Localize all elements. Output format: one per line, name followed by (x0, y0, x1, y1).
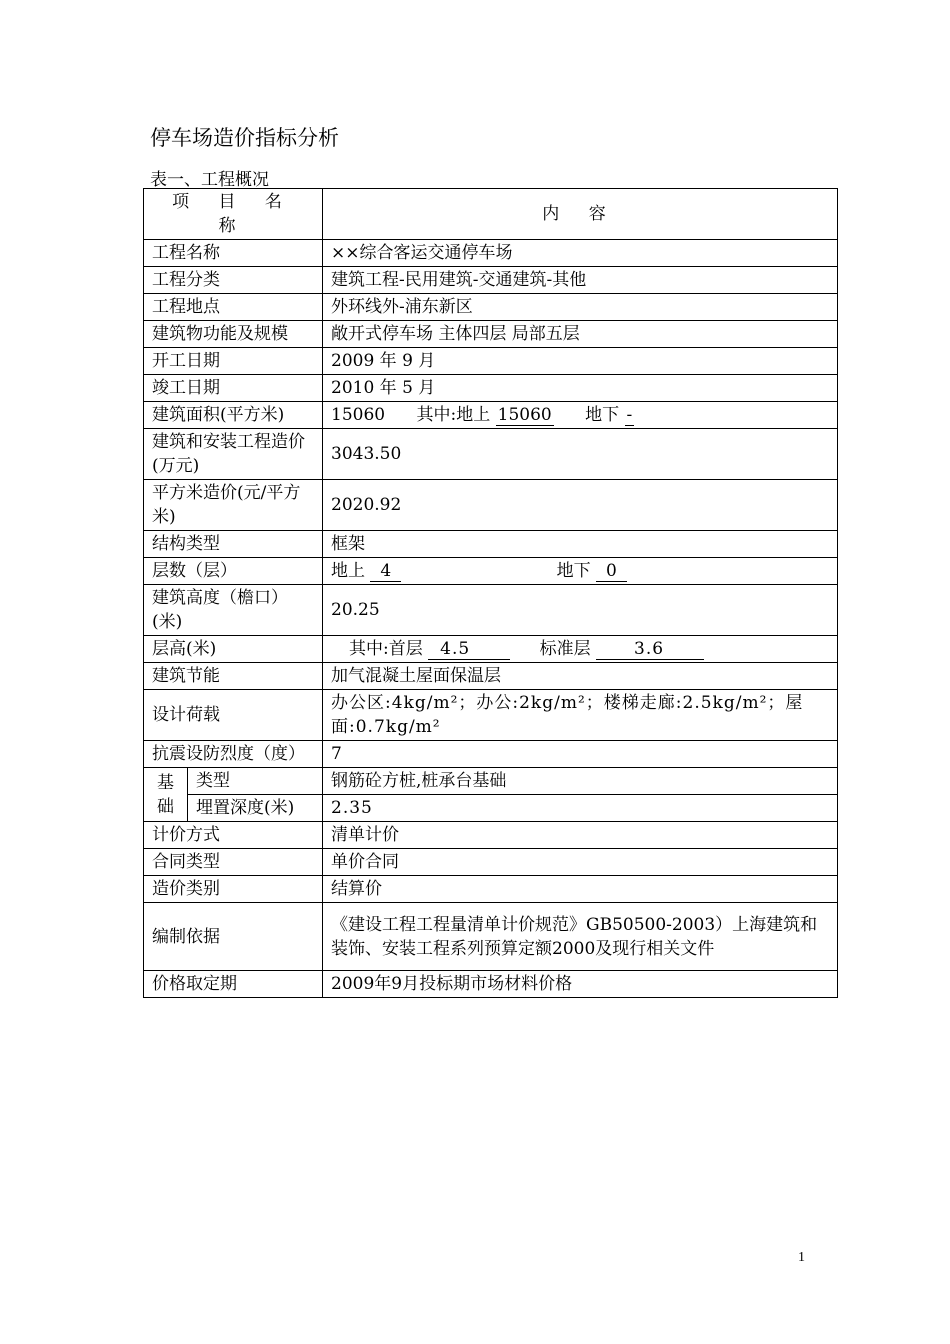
row-label: 建筑节能 (144, 663, 323, 690)
row-label: 抗震设防烈度（度） (144, 741, 323, 768)
row-value: 2009 年 9 月 (323, 348, 838, 375)
table-row (144, 429, 838, 480)
row-value (323, 402, 838, 429)
header-content: 内 容 (323, 189, 838, 240)
table-title: 表一、工程概况 (150, 170, 269, 190)
row-label: 合同类型 (144, 849, 323, 876)
row-label: 结构类型 (144, 531, 323, 558)
table-row (144, 294, 838, 321)
row-label: 开工日期 (144, 348, 323, 375)
table-row-foundation-type (144, 768, 838, 795)
table-row (144, 480, 838, 531)
row-value: 《建设工程工程量清单计价规范》GB50500-2003）上海建筑和装饰、安装工程系列预算定额2000及现行相关文件 (323, 903, 838, 971)
first-floor-prefix: 其中:首层 (349, 639, 423, 659)
std-floor-prefix: 标准层 (539, 639, 591, 659)
row-value: 结算价 (323, 876, 838, 903)
table-row (144, 849, 838, 876)
area-total: 15060 (331, 405, 386, 425)
row-label: 层高(米) (144, 636, 323, 663)
row-value (323, 636, 838, 663)
project-overview-table (143, 188, 838, 998)
page-number: 1 (798, 1250, 805, 1265)
table-row (144, 240, 838, 267)
header-item: 项 目 名 称 (144, 189, 323, 240)
table-row (144, 531, 838, 558)
table-row (144, 663, 838, 690)
table-row (144, 375, 838, 402)
table-row (144, 741, 838, 768)
table-row-area (144, 402, 838, 429)
row-label: 建筑面积(平方米) (144, 402, 323, 429)
row-value: 加气混凝土屋面保温层 (323, 663, 838, 690)
table-row (144, 971, 838, 998)
floors-below: 0 (596, 561, 627, 582)
table-header-row (144, 189, 838, 240)
foundation-label: 基础 (144, 768, 188, 822)
row-value: 建筑工程-民用建筑-交通建筑-其他 (323, 267, 838, 294)
row-label: 建筑和安装工程造价(万元) (144, 429, 323, 480)
floors-above-prefix: 地上 (331, 561, 365, 581)
row-label: 工程分类 (144, 267, 323, 294)
row-label: 计价方式 (144, 822, 323, 849)
table-row (144, 903, 838, 971)
table-row-floor-height (144, 636, 838, 663)
row-value: 2009年9月投标期市场材料价格 (323, 971, 838, 998)
row-value: 敞开式停车场 主体四层 局部五层 (323, 321, 838, 348)
table-row (144, 822, 838, 849)
table-row-foundation-depth (144, 795, 838, 822)
table-row-floors (144, 558, 838, 585)
table-row (144, 267, 838, 294)
row-label: 设计荷载 (144, 690, 323, 741)
row-value: 7 (323, 741, 838, 768)
row-label: 编制依据 (144, 903, 323, 971)
floors-above: 4 (370, 561, 401, 582)
table-row (144, 690, 838, 741)
row-label: 竣工日期 (144, 375, 323, 402)
foundation-depth-value: 2.35 (323, 795, 838, 822)
row-value: 2020.92 (323, 480, 838, 531)
row-value: 单价合同 (323, 849, 838, 876)
row-value (323, 558, 838, 585)
foundation-type-value: 钢筋砼方桩,桩承台基础 (323, 768, 838, 795)
row-value: 2010 年 5 月 (323, 375, 838, 402)
row-value: 办公区:4kg/m²；办公:2kg/m²；楼梯走廊:2.5kg/m²；屋面:0.7kg/m² (323, 690, 838, 741)
row-label: 平方米造价(元/平方米) (144, 480, 323, 531)
row-value: 清单计价 (323, 822, 838, 849)
foundation-depth-label: 埋置深度(米) (188, 795, 323, 822)
area-above: 15060 (497, 405, 552, 425)
row-value: 框架 (323, 531, 838, 558)
table-row (144, 321, 838, 348)
floors-below-prefix: 地下 (556, 561, 591, 581)
area-above-prefix: 其中:地上 (416, 405, 491, 425)
row-label: 工程名称 (144, 240, 323, 267)
row-label: 建筑物功能及规模 (144, 321, 323, 348)
row-label: 造价类别 (144, 876, 323, 903)
first-floor-height: 4.5 (428, 639, 510, 660)
row-value: 外环线外-浦东新区 (323, 294, 838, 321)
page-title: 停车场造价指标分析 (150, 126, 339, 150)
std-floor-height: 3.6 (596, 639, 704, 660)
table-row (144, 348, 838, 375)
row-label: 工程地点 (144, 294, 323, 321)
row-label: 价格取定期 (144, 971, 323, 998)
area-below: - (626, 405, 633, 425)
row-value: 3043.50 (323, 429, 838, 480)
foundation-type-label: 类型 (188, 768, 323, 795)
area-below-prefix: 地下 (585, 405, 620, 425)
row-value: 20.25 (323, 585, 838, 636)
row-label: 建筑高度（檐口）(米) (144, 585, 323, 636)
row-label: 层数（层） (144, 558, 323, 585)
row-value: ××综合客运交通停车场 (323, 240, 838, 267)
table-row (144, 585, 838, 636)
table-row (144, 876, 838, 903)
